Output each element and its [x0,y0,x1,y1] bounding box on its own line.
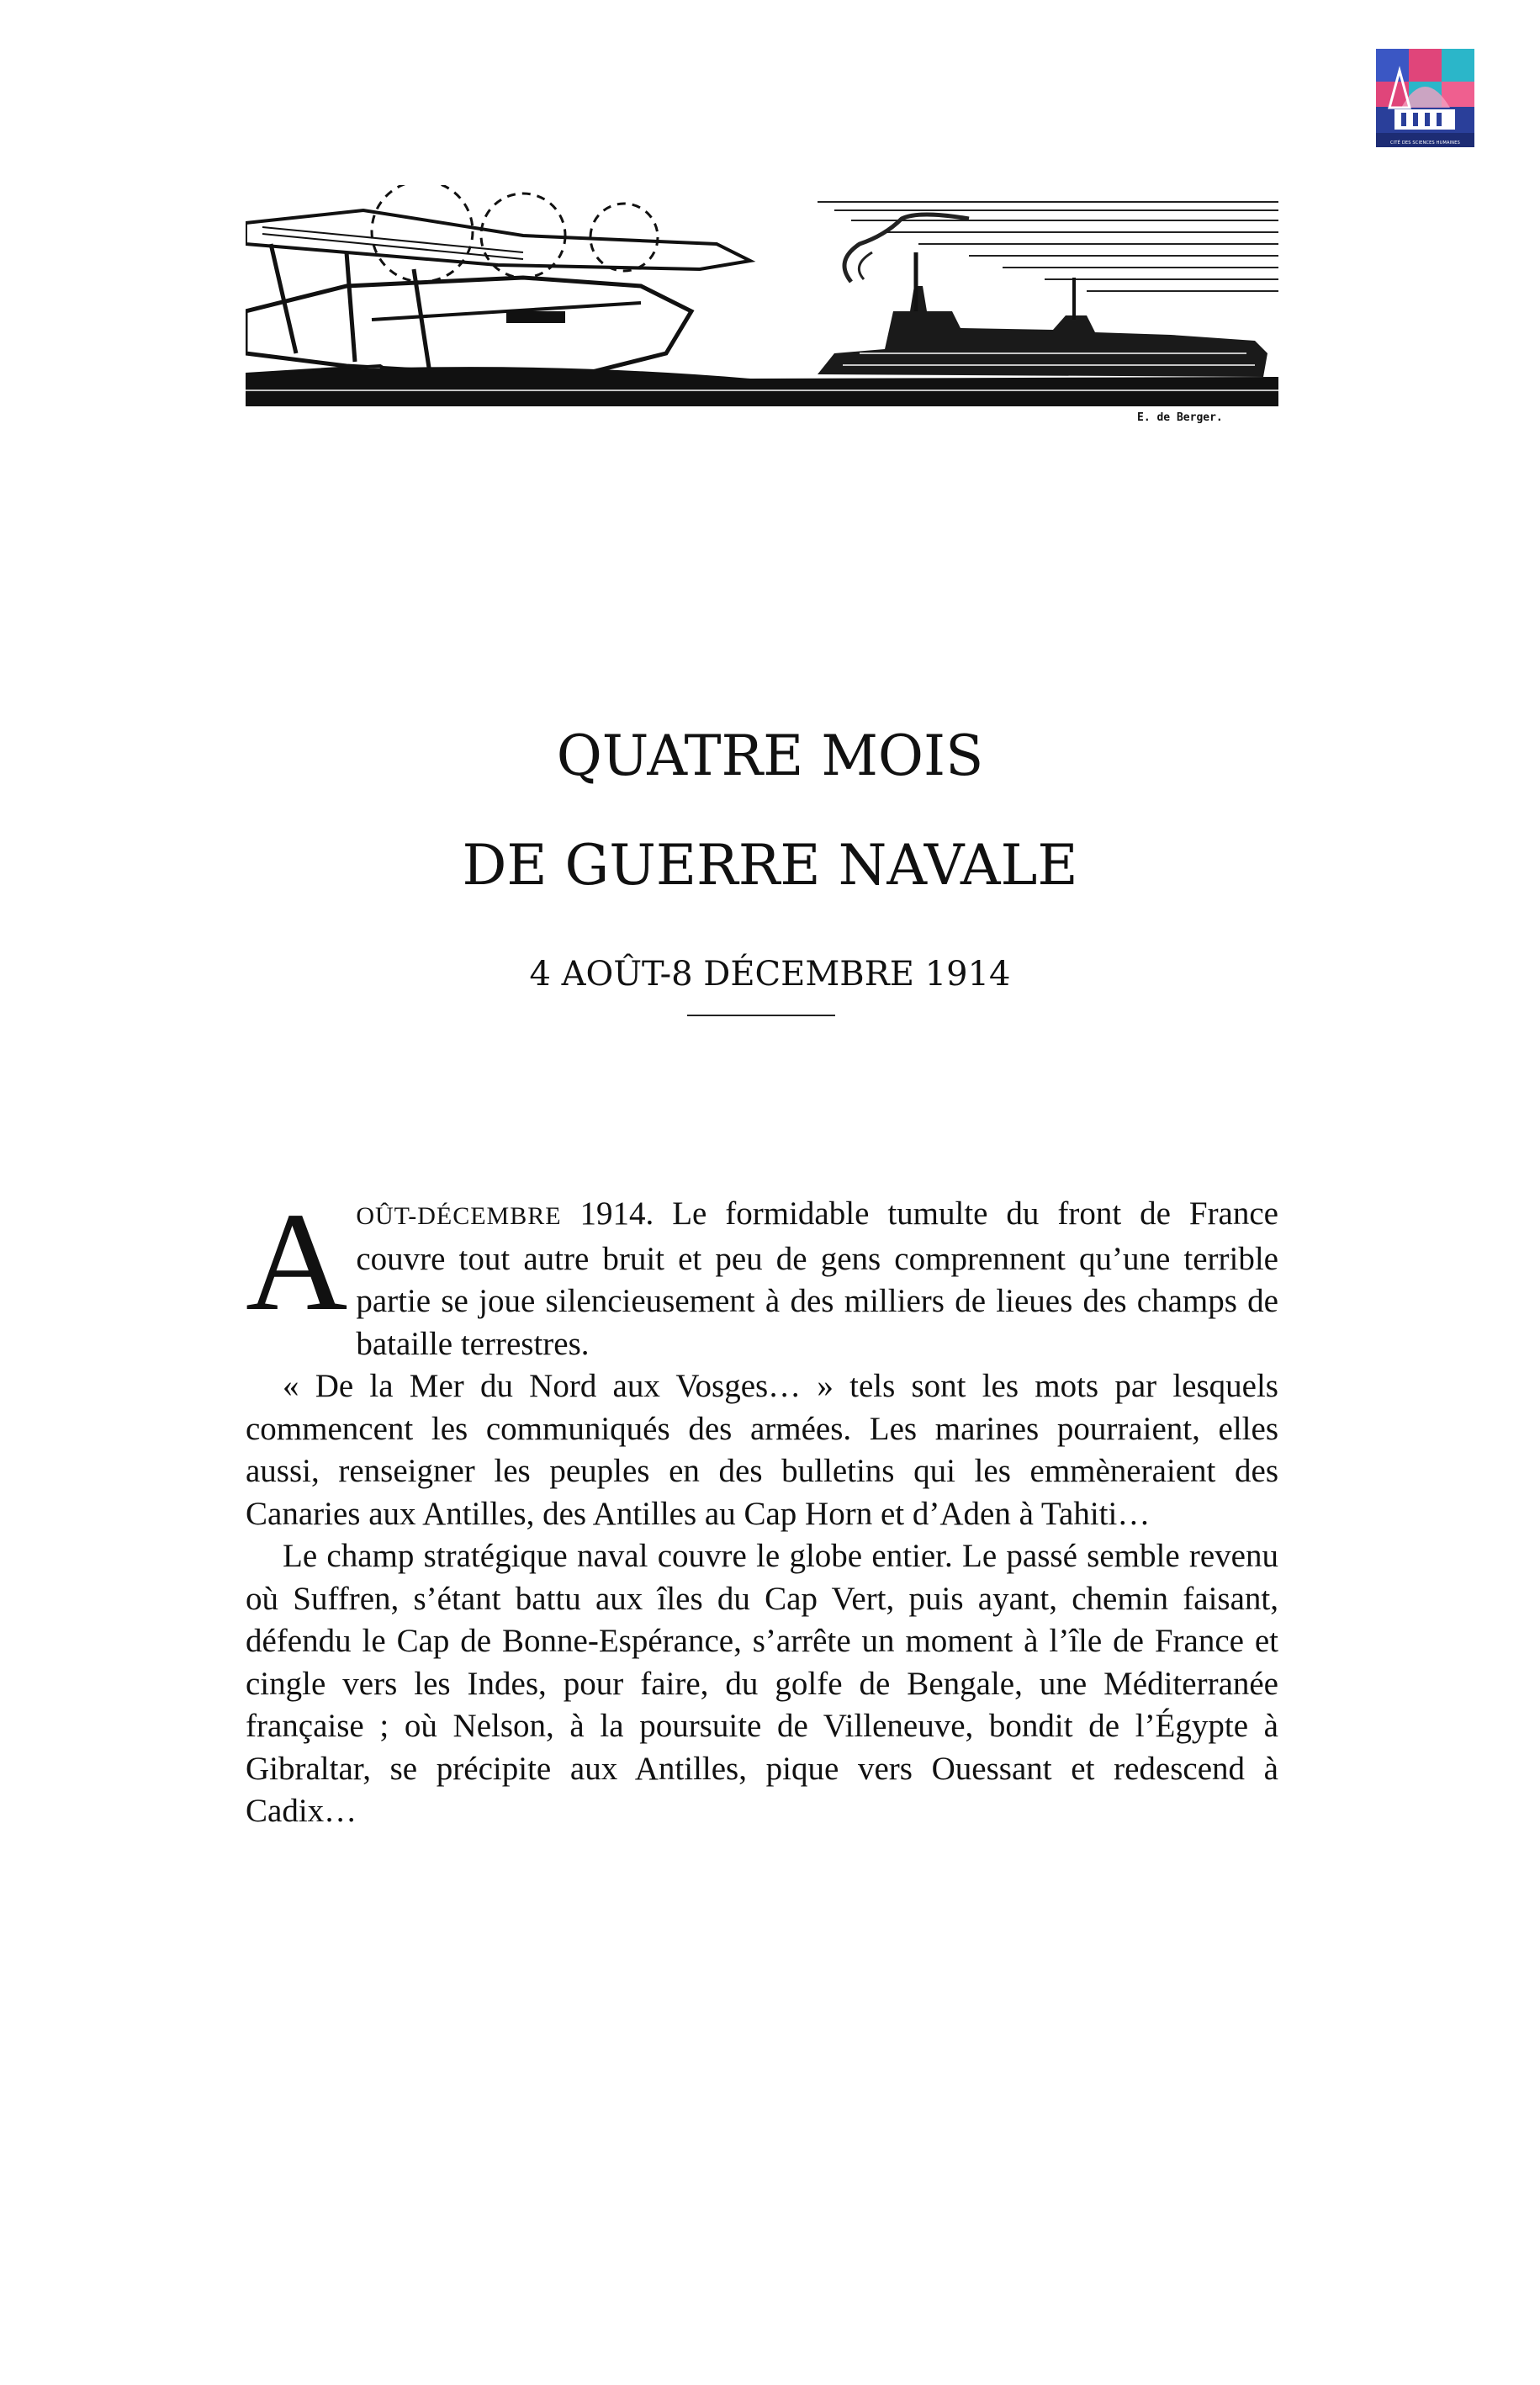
paragraph-1-smallcaps: OÛT-DÉCEMBRE [356,1202,562,1230]
chapter-dates: 4 AOÛT-8 DÉCEMBRE 1914 [529,955,1011,994]
engraving-signature: E. de Berger. [1137,411,1223,424]
body-text [246,1184,1278,1833]
chapter-title-line1: QUATRE MOIS [556,723,984,788]
monument-logo-icon [1376,49,1474,147]
seaplane-and-warship-engraving [246,185,1278,437]
dropcap: A [246,1184,348,1340]
paragraph-1 [246,1184,1278,1365]
engraving-drawing [246,185,1278,437]
paragraph-1-text: 1914. Le formidable tumulte du front de France couvre tout autre bruit et peu de gens comprennent qu’une terrible partie se joue silencieusement à des milliers de lieues des champs de bataille terrestres. [356,1195,1278,1362]
logo-label: CITÉ DES SCIENCES HUMAINES [1390,140,1460,146]
divider-rule [687,1015,835,1016]
paragraph-3: Le champ stratégique naval couvre le globe entier. Le passé semble revenu où Suffren, s’étant battu aux îles du Cap Vert, puis ayant, chemin faisant, défendu le Cap de Bonne-Espérance, s’arrête un moment à l’île de France et cingle vers les Indes, pour faire, du golfe de Bengale, une Méditerranée française ; où Nelson, à la poursuite de Villeneuve, bondit de l’Égypte à Gibraltar, se précipite aux Antilles, pique vers Ouessant et redescend à Cadix… [246,1538,1278,1829]
logo-graphic [1376,49,1474,147]
paragraph-2: « De la Mer du Nord aux Vosges… » tels sont les mots par lesquels commencent les communiqués des armées. Les marines pourraient, elles aussi, renseigner les peuples en des bulletins qui les emmèneraient des Canaries aux Antilles, des Antilles au Cap Horn et d’Aden à Tahiti… [246,1368,1278,1532]
chapter-title-line2: DE GUERRE NAVALE [462,833,1078,898]
